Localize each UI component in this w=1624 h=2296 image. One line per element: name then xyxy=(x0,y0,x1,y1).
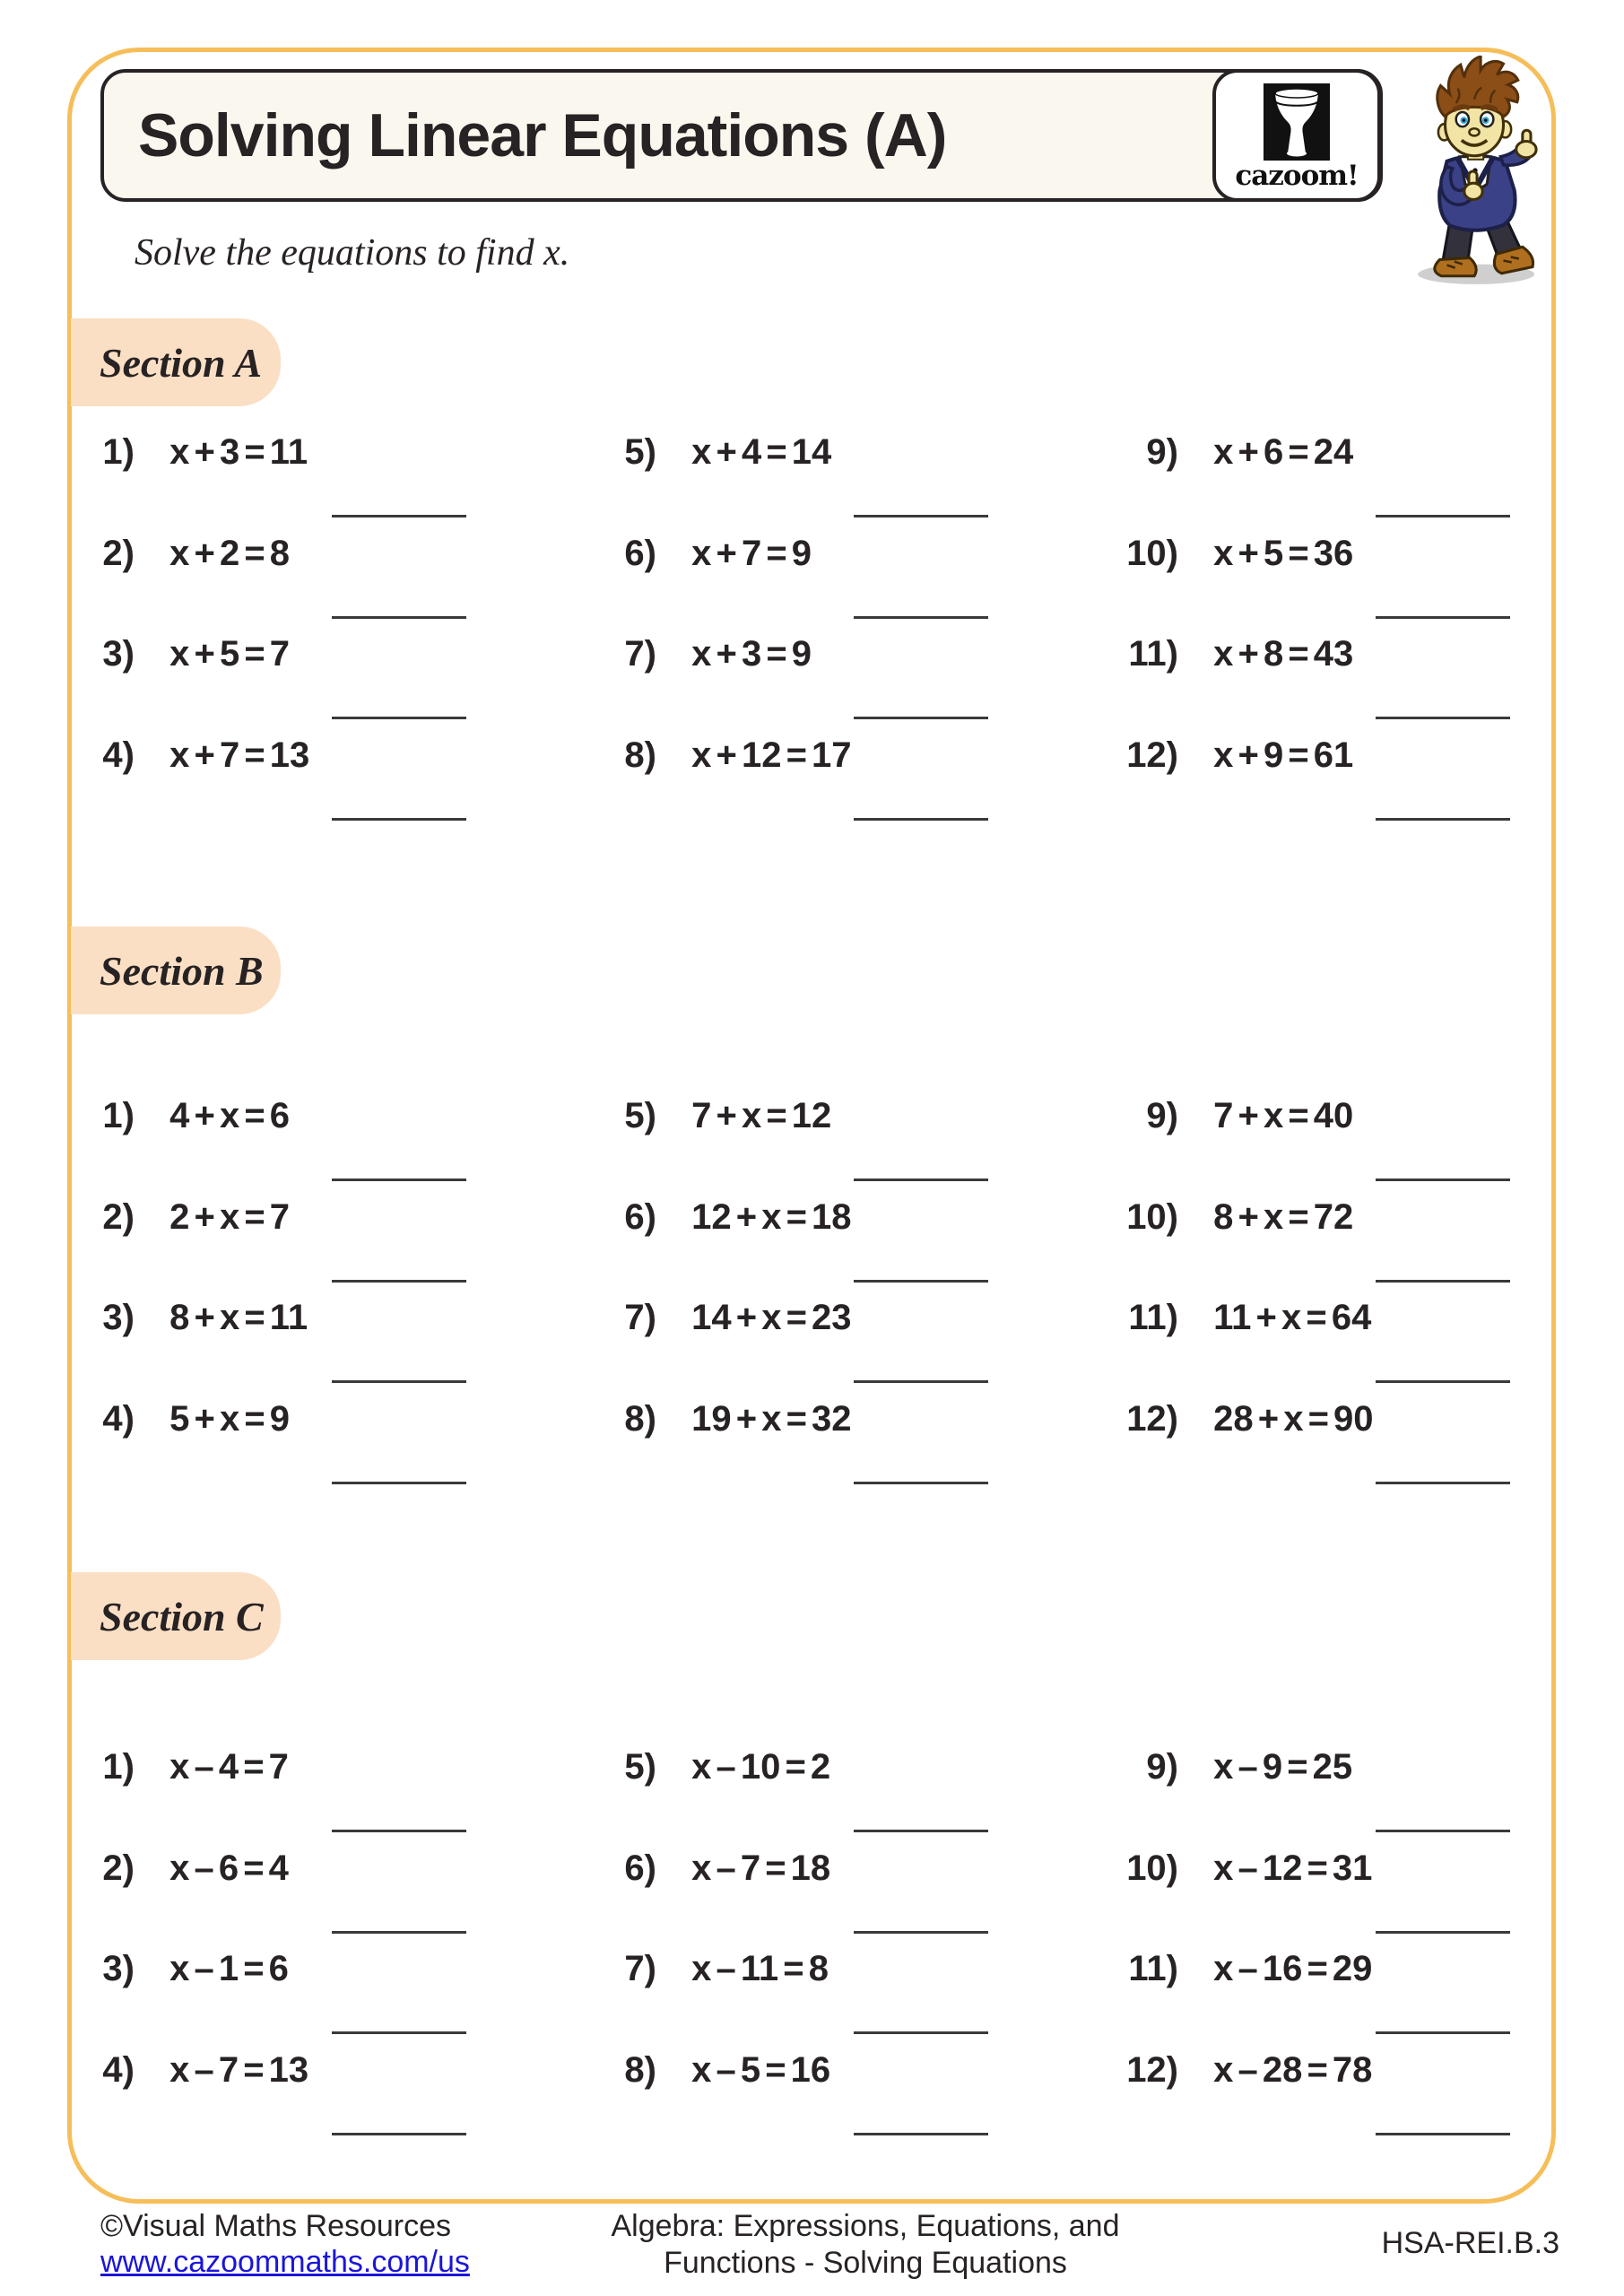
problem-number: 7) xyxy=(624,634,656,674)
problem-number: 2) xyxy=(102,533,135,573)
problem-number: 8) xyxy=(624,735,656,775)
problem-number: 1) xyxy=(102,1096,135,1135)
problem-number: 12) xyxy=(1126,1398,1178,1439)
problem-number: 12) xyxy=(1126,2049,1178,2090)
page-title: Solving Linear Equations (A) xyxy=(138,101,947,170)
problem-equation: 11 + x = 64 xyxy=(1213,1298,1372,1337)
problem-equation: x – 6 = 4 xyxy=(169,1848,289,1888)
problem-number: 6) xyxy=(624,1196,656,1237)
problem-row xyxy=(1125,1747,1624,1848)
problem-equation: 14 + x = 23 xyxy=(691,1298,852,1337)
problem-number: 10) xyxy=(1126,533,1178,573)
answer-blank[interactable] xyxy=(854,1830,988,1832)
title-box xyxy=(100,69,1383,202)
problem-number: 4) xyxy=(102,2049,135,2090)
problem-equation: x – 11 = 8 xyxy=(691,1949,829,1988)
answer-blank[interactable] xyxy=(854,2133,988,2135)
problem-row xyxy=(1125,2050,1624,2152)
problem-number: 1) xyxy=(102,1747,135,1787)
problem-number: 1) xyxy=(102,432,135,472)
problem-number: 3) xyxy=(102,634,135,674)
answer-blank[interactable] xyxy=(1376,2133,1510,2135)
standard-code: HSA-REI.B.3 xyxy=(1381,2226,1559,2260)
copyright-text: ©Visual Maths Resources xyxy=(100,2209,452,2243)
mascot-boy-thumbs-up-illustration xyxy=(1392,56,1553,289)
problem-equation: 2 + x = 7 xyxy=(169,1196,291,1237)
answer-blank[interactable] xyxy=(854,1931,988,1934)
problem-number: 5) xyxy=(624,1096,656,1135)
problem-equation: 12 + x = 18 xyxy=(691,1196,852,1237)
problem-number: 5) xyxy=(624,432,656,472)
problem-row xyxy=(603,1949,1125,2050)
problem-equation: 7 + x = 40 xyxy=(1213,1096,1354,1135)
problem-equation: x + 5 = 7 xyxy=(169,634,291,674)
problem-equation: 5 + x = 9 xyxy=(169,1398,291,1439)
problem-equation: x – 4 = 7 xyxy=(169,1747,289,1787)
problem-number: 4) xyxy=(102,735,135,775)
problem-number: 12) xyxy=(1126,735,1178,775)
footer-topic-line2: Functions - Solving Equations xyxy=(664,2246,1067,2280)
answer-blank[interactable] xyxy=(332,1830,466,1832)
problem-equation: 4 + x = 6 xyxy=(169,1096,291,1135)
problem-equation: 28 + x = 90 xyxy=(1213,1398,1374,1439)
problem-equation: x – 5 = 16 xyxy=(691,2049,831,2090)
problem-number: 11) xyxy=(1128,1949,1178,1988)
problem-row xyxy=(603,1848,1125,1950)
instruction-text: Solve the equations to find x. xyxy=(135,232,570,274)
answer-blank[interactable] xyxy=(1376,1931,1510,1934)
problem-equation: x + 9 = 61 xyxy=(1213,735,1354,775)
section-label xyxy=(71,1572,281,1660)
problem-equation: x – 28 = 78 xyxy=(1213,2049,1373,2090)
problem-number: 2) xyxy=(102,1848,135,1888)
section-grid xyxy=(81,1747,1624,2151)
problem-equation: x + 3 = 9 xyxy=(691,634,812,674)
problem-number: 3) xyxy=(102,1298,135,1337)
problem-equation: x – 10 = 2 xyxy=(691,1747,831,1787)
answer-blank[interactable] xyxy=(332,2133,466,2135)
problem-number: 7) xyxy=(624,1298,656,1337)
footer-topic-line1: Algebra: Expressions, Equations, and xyxy=(611,2209,1120,2243)
problem-row xyxy=(1125,1848,1624,1950)
problem-equation: 8 + x = 11 xyxy=(169,1298,308,1337)
answer-blank[interactable] xyxy=(854,2031,988,2034)
problem-equation: x + 12 = 17 xyxy=(691,735,852,775)
answer-blank[interactable] xyxy=(1376,2031,1510,2034)
problem-number: 9) xyxy=(1146,432,1178,472)
problem-equation: 19 + x = 32 xyxy=(691,1398,852,1439)
problem-row xyxy=(81,1848,603,1950)
problem-equation: x – 9 = 25 xyxy=(1213,1747,1353,1787)
problem-equation: x + 3 = 11 xyxy=(169,432,308,472)
section-label-text: Section C xyxy=(100,1593,264,1639)
problem-equation: x + 7 = 9 xyxy=(691,533,812,573)
problem-number: 2) xyxy=(102,1196,135,1237)
problem-row xyxy=(603,2050,1125,2152)
problem-equation: x + 7 = 13 xyxy=(169,735,310,775)
problem-equation: x – 7 = 13 xyxy=(169,2049,309,2090)
problem-number: 6) xyxy=(624,1848,656,1888)
problem-number: 11) xyxy=(1128,1298,1178,1337)
problem-number: 6) xyxy=(624,533,656,573)
problem-number: 5) xyxy=(624,1747,656,1787)
problem-equation: x + 8 = 43 xyxy=(1213,634,1354,674)
problem-number: 9) xyxy=(1146,1747,1178,1787)
problem-equation: x + 6 = 24 xyxy=(1213,432,1354,472)
answer-blank[interactable] xyxy=(332,2031,466,2034)
problem-number: 3) xyxy=(102,1949,135,1988)
footer-topic xyxy=(543,2208,1188,2282)
website-link[interactable]: www.cazoommaths.com/us xyxy=(100,2245,470,2279)
problem-number: 10) xyxy=(1126,1848,1178,1888)
djembe-drum-icon xyxy=(1264,83,1330,161)
problem-equation: x – 7 = 18 xyxy=(691,1848,831,1888)
problem-equation: 7 + x = 12 xyxy=(691,1096,832,1135)
problem-row xyxy=(81,1747,603,1848)
problem-number: 10) xyxy=(1126,1196,1178,1237)
problem-row xyxy=(603,1747,1125,1848)
problem-number: 4) xyxy=(102,1398,135,1439)
problem-number: 7) xyxy=(624,1949,656,1988)
problem-row xyxy=(1125,1949,1624,2050)
answer-blank[interactable] xyxy=(1376,1830,1510,1832)
section-label-text: Section B xyxy=(100,947,264,994)
problem-equation: x – 1 = 6 xyxy=(169,1949,289,1988)
cazoom-logo xyxy=(1212,69,1381,202)
problem-equation: 8 + x = 72 xyxy=(1213,1196,1354,1237)
problem-equation: x + 5 = 36 xyxy=(1213,533,1354,573)
answer-blank[interactable] xyxy=(332,1931,466,1934)
problem-number: 8) xyxy=(624,1398,656,1439)
problem-equation: x – 12 = 31 xyxy=(1213,1848,1373,1888)
problem-number: 8) xyxy=(624,2049,656,2090)
problem-row xyxy=(81,2050,603,2152)
problem-equation: x + 2 = 8 xyxy=(169,533,291,573)
problem-number: 9) xyxy=(1146,1096,1178,1135)
problem-row xyxy=(81,1949,603,2050)
section-label-text: Section A xyxy=(100,339,263,386)
problem-number: 11) xyxy=(1128,634,1178,674)
problem-equation: x + 4 = 14 xyxy=(691,432,832,472)
logo-wordmark: cazoom! xyxy=(1235,160,1359,192)
problem-equation: x – 16 = 29 xyxy=(1213,1949,1373,1988)
